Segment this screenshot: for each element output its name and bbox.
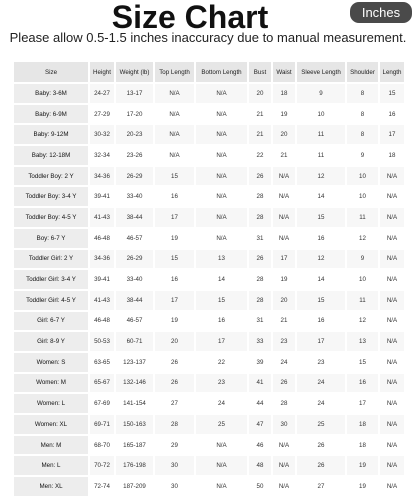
unit-badge: Inches xyxy=(350,2,412,23)
table-cell: 28 xyxy=(273,394,295,413)
table-cell: 38-44 xyxy=(116,208,153,227)
table-cell: N/A xyxy=(196,105,247,124)
column-header: Bottom Length xyxy=(196,62,247,82)
table-cell: N/A xyxy=(196,146,247,165)
table-cell: 11 xyxy=(347,291,378,310)
table-cell: 17 xyxy=(155,291,194,310)
table-cell: 12 xyxy=(347,229,378,248)
table-cell: 12 xyxy=(297,250,345,269)
table-cell: 38-44 xyxy=(116,291,153,310)
table-cell: 50-53 xyxy=(90,332,114,351)
table-cell: 28 xyxy=(249,208,271,227)
table-cell: 11 xyxy=(347,208,378,227)
size-label-cell: Baby: 3-6M xyxy=(14,84,88,103)
table-cell: 13 xyxy=(347,332,378,351)
size-label-cell: Women: M xyxy=(14,374,88,393)
table-cell: 33 xyxy=(249,332,271,351)
table-cell: 20-23 xyxy=(116,125,153,144)
table-row xyxy=(14,374,404,393)
table-row xyxy=(14,167,404,186)
table-cell: 14 xyxy=(196,270,247,289)
table-cell: 15 xyxy=(155,250,194,269)
table-cell: 24 xyxy=(297,394,345,413)
table-cell: N/A xyxy=(380,436,404,455)
column-header: Sleeve Length xyxy=(297,62,345,82)
table-cell: 29 xyxy=(155,436,194,455)
table-cell: 32-34 xyxy=(90,146,114,165)
table-cell: 67-69 xyxy=(90,394,114,413)
table-cell: 31 xyxy=(249,312,271,331)
size-label-cell: Boy: 6-7 Y xyxy=(14,229,88,248)
table-cell: 72-74 xyxy=(90,477,114,496)
table-cell: 15 xyxy=(347,353,378,372)
table-cell: 23-26 xyxy=(116,146,153,165)
table-cell: 17 xyxy=(196,332,247,351)
table-cell: 23 xyxy=(297,353,345,372)
table-cell: 63-65 xyxy=(90,353,114,372)
size-label-cell: Toddler Boy: 3-4 Y xyxy=(14,187,88,206)
table-cell: 19 xyxy=(155,229,194,248)
size-label-cell: Toddler Girl: 4-5 Y xyxy=(14,291,88,310)
table-cell: 20 xyxy=(155,332,194,351)
table-row xyxy=(14,105,404,124)
table-cell: 10 xyxy=(347,270,378,289)
table-cell: 21 xyxy=(273,312,295,331)
table-cell: 34-36 xyxy=(90,250,114,269)
table-cell: N/A xyxy=(380,456,404,475)
table-cell: 28 xyxy=(155,415,194,434)
table-cell: N/A xyxy=(196,477,247,496)
table-cell: N/A xyxy=(273,208,295,227)
size-label-cell: Toddler Girl: 3-4 Y xyxy=(14,270,88,289)
table-cell: 9 xyxy=(297,84,345,103)
table-cell: 15 xyxy=(297,291,345,310)
table-cell: 39-41 xyxy=(90,187,114,206)
table-cell: 23 xyxy=(196,374,247,393)
table-cell: N/A xyxy=(196,456,247,475)
table-row xyxy=(14,270,404,289)
table-row xyxy=(14,353,404,372)
table-cell: 8 xyxy=(347,125,378,144)
table-cell: 27 xyxy=(155,394,194,413)
table-cell: 46-57 xyxy=(116,312,153,331)
table-cell: 141-154 xyxy=(116,394,153,413)
table-cell: 30 xyxy=(155,477,194,496)
table-row xyxy=(14,456,404,475)
table-cell: 16 xyxy=(196,312,247,331)
table-cell: 9 xyxy=(347,250,378,269)
table-cell: N/A xyxy=(380,291,404,310)
table-cell: 31 xyxy=(249,229,271,248)
table-row xyxy=(14,229,404,248)
table-cell: 13-17 xyxy=(116,84,153,103)
table-cell: 46-48 xyxy=(90,312,114,331)
table-cell: 30 xyxy=(273,415,295,434)
table-cell: N/A xyxy=(196,229,247,248)
column-header: Waist xyxy=(273,62,295,82)
table-cell: N/A xyxy=(380,477,404,496)
table-cell: 15 xyxy=(196,291,247,310)
table-cell: 39-41 xyxy=(90,270,114,289)
table-cell: 150-163 xyxy=(116,415,153,434)
table-cell: 18 xyxy=(347,436,378,455)
table-cell: 21 xyxy=(273,146,295,165)
table-cell: 20 xyxy=(273,291,295,310)
table-cell: 19 xyxy=(347,456,378,475)
table-cell: 22 xyxy=(196,353,247,372)
table-cell: 16 xyxy=(155,270,194,289)
table-cell: 13 xyxy=(196,250,247,269)
table-cell: N/A xyxy=(273,477,295,496)
size-label-cell: Women: L xyxy=(14,394,88,413)
table-row xyxy=(14,125,404,144)
table-cell: 50 xyxy=(249,477,271,496)
table-cell: 26 xyxy=(297,436,345,455)
table-cell: N/A xyxy=(155,84,194,103)
table-row xyxy=(14,208,404,227)
table-cell: 10 xyxy=(347,167,378,186)
table-cell: N/A xyxy=(380,394,404,413)
table-row xyxy=(14,312,404,331)
table-cell: 26 xyxy=(249,167,271,186)
size-table xyxy=(12,60,406,498)
table-cell: 20 xyxy=(249,84,271,103)
table-cell: N/A xyxy=(273,187,295,206)
size-label-cell: Toddler Girl: 2 Y xyxy=(14,250,88,269)
table-cell: 18 xyxy=(380,146,404,165)
table-cell: N/A xyxy=(380,415,404,434)
column-header: Top Length xyxy=(155,62,194,82)
column-header: Shoulder xyxy=(347,62,378,82)
table-cell: 24-27 xyxy=(90,84,114,103)
table-cell: 23 xyxy=(273,332,295,351)
table-row xyxy=(14,394,404,413)
table-cell: 46 xyxy=(249,436,271,455)
table-cell: 19 xyxy=(273,270,295,289)
table-cell: 26 xyxy=(273,374,295,393)
column-header: Weight (lb) xyxy=(116,62,153,82)
column-header: Height xyxy=(90,62,114,82)
table-cell: 33-40 xyxy=(116,187,153,206)
table-cell: 9 xyxy=(347,146,378,165)
size-label-cell: Women: S xyxy=(14,353,88,372)
table-cell: 16 xyxy=(297,312,345,331)
table-cell: N/A xyxy=(380,208,404,227)
page-title: Size Chart xyxy=(111,0,269,35)
size-label-cell: Men: L xyxy=(14,456,88,475)
table-cell: 12 xyxy=(347,312,378,331)
table-body xyxy=(14,84,404,496)
table-cell: 47 xyxy=(249,415,271,434)
table-cell: N/A xyxy=(196,436,247,455)
table-row xyxy=(14,436,404,455)
table-cell: 28 xyxy=(249,270,271,289)
table-cell: 11 xyxy=(297,146,345,165)
table-cell: N/A xyxy=(380,374,404,393)
size-label-cell: Toddler Boy: 4-5 Y xyxy=(14,208,88,227)
table-cell: 17 xyxy=(273,250,295,269)
table-cell: N/A xyxy=(380,229,404,248)
table-cell: 10 xyxy=(297,105,345,124)
table-cell: N/A xyxy=(273,456,295,475)
table-cell: 16 xyxy=(155,187,194,206)
table-cell: N/A xyxy=(380,167,404,186)
table-cell: 17 xyxy=(347,394,378,413)
table-cell: 26 xyxy=(297,456,345,475)
table-cell: 15 xyxy=(380,84,404,103)
table-cell: 70-72 xyxy=(90,456,114,475)
table-cell: 25 xyxy=(297,415,345,434)
table-cell: 60-71 xyxy=(116,332,153,351)
table-cell: N/A xyxy=(196,84,247,103)
table-cell: 41-43 xyxy=(90,208,114,227)
table-cell: 17 xyxy=(380,125,404,144)
table-cell: 8 xyxy=(347,105,378,124)
table-cell: 46-48 xyxy=(90,229,114,248)
table-cell: 68-70 xyxy=(90,436,114,455)
size-label-cell: Girl: 8-9 Y xyxy=(14,332,88,351)
table-cell: 14 xyxy=(297,270,345,289)
table-cell: 24 xyxy=(297,374,345,393)
table-cell: 69-71 xyxy=(90,415,114,434)
table-cell: 65-67 xyxy=(90,374,114,393)
table-cell: 11 xyxy=(297,125,345,144)
table-cell: 28 xyxy=(249,187,271,206)
table-cell: 33-40 xyxy=(116,270,153,289)
table-cell: 26 xyxy=(155,374,194,393)
table-cell: 18 xyxy=(273,84,295,103)
table-cell: 16 xyxy=(380,105,404,124)
table-cell: 18 xyxy=(347,415,378,434)
table-cell: 17-20 xyxy=(116,105,153,124)
table-cell: N/A xyxy=(196,187,247,206)
table-row xyxy=(14,415,404,434)
size-label-cell: Baby: 6-9M xyxy=(14,105,88,124)
table-cell: 46-57 xyxy=(116,229,153,248)
size-label-cell: Baby: 9-12M xyxy=(14,125,88,144)
table-cell: 8 xyxy=(347,84,378,103)
table-cell: N/A xyxy=(196,208,247,227)
table-cell: 21 xyxy=(249,125,271,144)
table-cell: 20 xyxy=(273,125,295,144)
column-header: Length xyxy=(380,62,404,82)
table-header-row xyxy=(14,62,404,82)
table-row xyxy=(14,250,404,269)
table-cell: N/A xyxy=(380,187,404,206)
table-cell: 26-29 xyxy=(116,167,153,186)
table-cell: 26-29 xyxy=(116,250,153,269)
table-cell: N/A xyxy=(380,312,404,331)
table-cell: N/A xyxy=(196,167,247,186)
table-cell: 187-209 xyxy=(116,477,153,496)
table-cell: N/A xyxy=(380,353,404,372)
table-row xyxy=(14,187,404,206)
table-cell: N/A xyxy=(273,167,295,186)
table-cell: 10 xyxy=(347,187,378,206)
table-cell: 48 xyxy=(249,456,271,475)
table-cell: 19 xyxy=(273,105,295,124)
table-row xyxy=(14,332,404,351)
table-cell: 25 xyxy=(196,415,247,434)
table-cell: 15 xyxy=(297,208,345,227)
table-cell: 26 xyxy=(249,250,271,269)
table-cell: 17 xyxy=(297,332,345,351)
table-cell: 21 xyxy=(249,105,271,124)
table-cell: 17 xyxy=(155,208,194,227)
table-cell: 28 xyxy=(249,291,271,310)
table-cell: 123-137 xyxy=(116,353,153,372)
table-cell: 19 xyxy=(347,477,378,496)
table-cell: N/A xyxy=(380,270,404,289)
table-cell: 41 xyxy=(249,374,271,393)
size-label-cell: Baby: 12-18M xyxy=(14,146,88,165)
column-header: Bust xyxy=(249,62,271,82)
table-cell: 34-36 xyxy=(90,167,114,186)
table-cell: 44 xyxy=(249,394,271,413)
table-cell: 165-187 xyxy=(116,436,153,455)
table-cell: N/A xyxy=(155,105,194,124)
table-cell: 26 xyxy=(155,353,194,372)
table-cell: N/A xyxy=(155,125,194,144)
table-cell: 41-43 xyxy=(90,291,114,310)
table-cell: N/A xyxy=(196,125,247,144)
table-row xyxy=(14,84,404,103)
size-label-cell: Men: XL xyxy=(14,477,88,496)
table-cell: 176-198 xyxy=(116,456,153,475)
size-label-cell: Girl: 6-7 Y xyxy=(14,312,88,331)
table-cell: 24 xyxy=(196,394,247,413)
table-cell: 24 xyxy=(273,353,295,372)
table-cell: 30 xyxy=(155,456,194,475)
table-cell: 16 xyxy=(297,229,345,248)
table-cell: 14 xyxy=(297,187,345,206)
table-cell: 27 xyxy=(297,477,345,496)
table-cell: 22 xyxy=(249,146,271,165)
table-cell: 27-29 xyxy=(90,105,114,124)
table-cell: N/A xyxy=(273,436,295,455)
table-cell: 16 xyxy=(347,374,378,393)
table-cell: 15 xyxy=(155,167,194,186)
table-cell: 19 xyxy=(155,312,194,331)
table-cell: N/A xyxy=(155,146,194,165)
table-cell: N/A xyxy=(273,229,295,248)
table-cell: N/A xyxy=(380,332,404,351)
table-row xyxy=(14,146,404,165)
table-cell: 132-146 xyxy=(116,374,153,393)
table-cell: N/A xyxy=(380,250,404,269)
size-label-cell: Men: M xyxy=(14,436,88,455)
subtitle: Please allow 0.5-1.5 inches inaccuracy due to manual measurement. xyxy=(9,30,407,45)
table-cell: 30-32 xyxy=(90,125,114,144)
size-label-cell: Toddler Boy: 2 Y xyxy=(14,167,88,186)
column-header: Size xyxy=(14,62,88,82)
table-cell: 39 xyxy=(249,353,271,372)
size-label-cell: Women: XL xyxy=(14,415,88,434)
table-row xyxy=(14,291,404,310)
table-cell: 12 xyxy=(297,167,345,186)
